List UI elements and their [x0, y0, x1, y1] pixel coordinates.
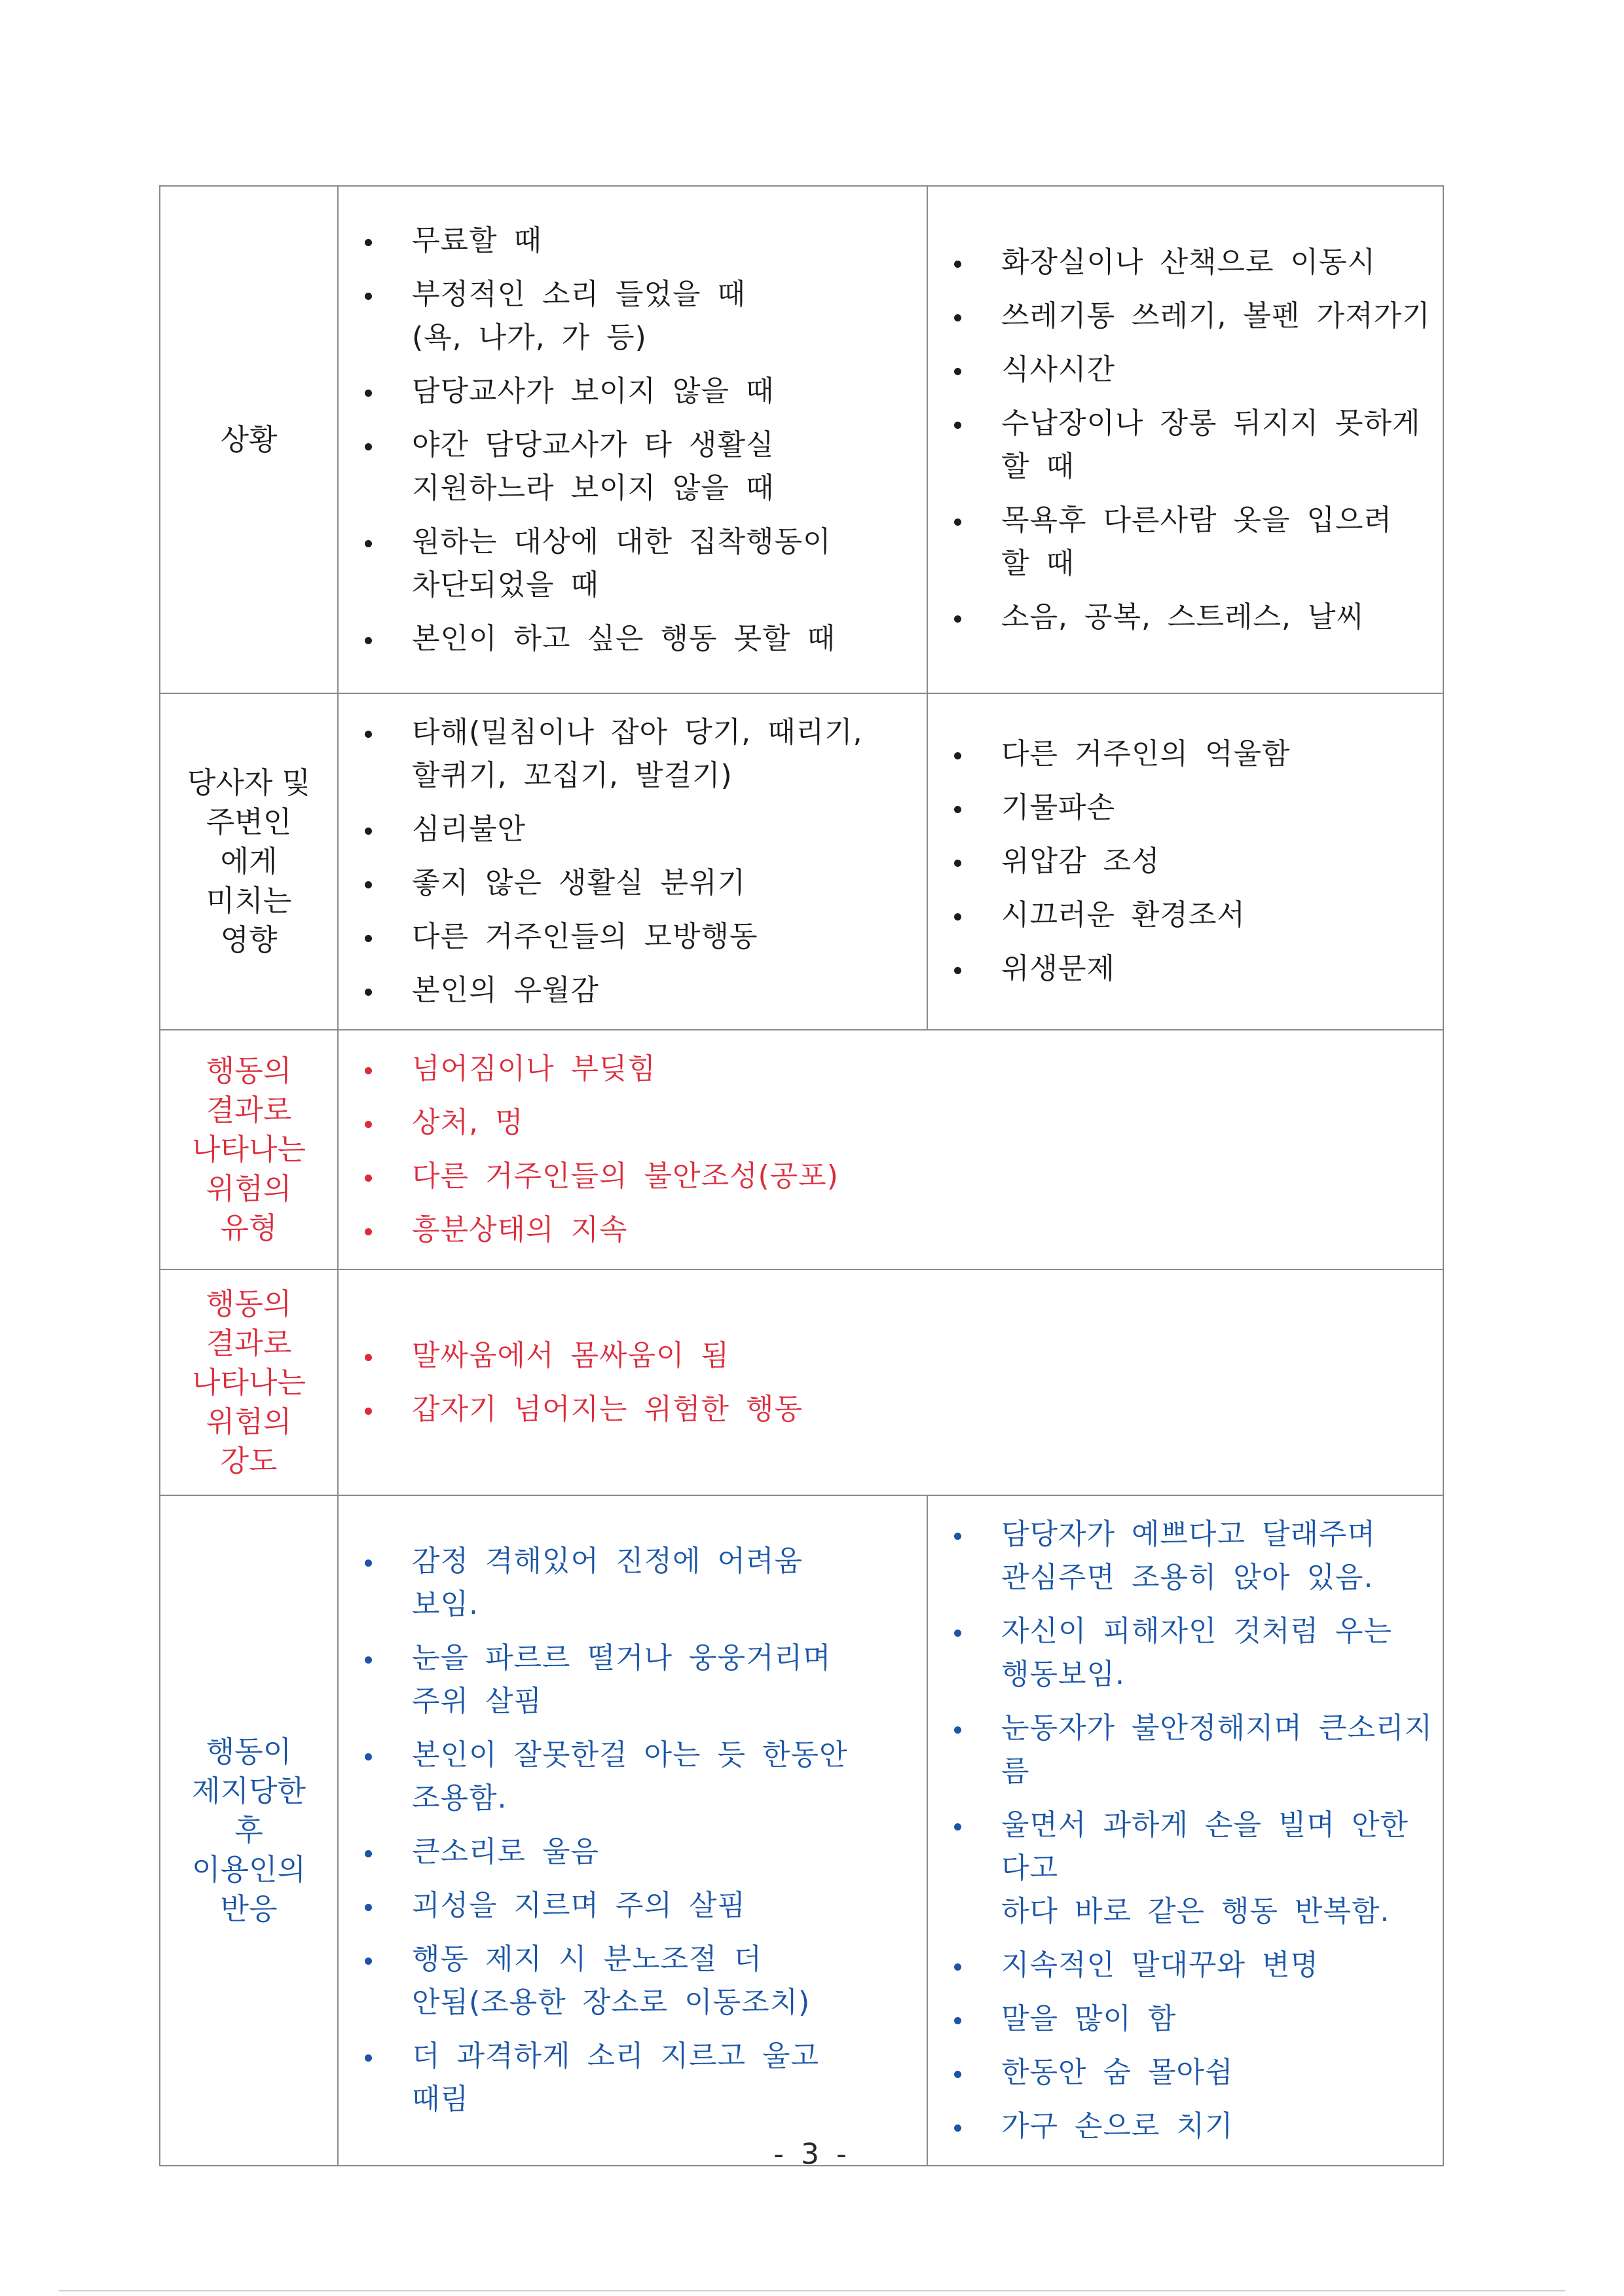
row-impact	[160, 693, 1443, 1030]
list-item: 식사시간	[937, 348, 1436, 392]
row-reaction	[160, 1495, 1443, 2166]
scan-edge-line	[59, 2290, 1565, 2291]
list-item: 큰소리로 울음	[348, 1831, 920, 1874]
label-line: 강도	[220, 1443, 278, 1478]
reaction-left-list	[348, 1540, 920, 2121]
label-line: 나타나는	[192, 1364, 306, 1400]
impact-right-cell	[927, 693, 1443, 1030]
list-item: 가구 손으로 치기	[937, 2105, 1436, 2148]
list-item: 말을 많이 함	[937, 1997, 1436, 2041]
page-number: - 3 -	[773, 2138, 851, 2171]
risk-type-cell	[338, 1030, 1443, 1269]
list-item: 말싸움에서 몸싸움이 됨	[348, 1334, 1436, 1377]
label-line: 위험의	[206, 1404, 292, 1439]
list-item: 담당자가 예쁘다고 달래주며 관심주면 조용히 앉아 있음.	[937, 1513, 1436, 1599]
list-item: 눈동자가 불안정해지며 큰소리지름	[937, 1707, 1436, 1793]
label-line: 제지당한	[192, 1774, 306, 1808]
impact-left-cell	[338, 693, 927, 1030]
list-item: 다른 거주인들의 모방행동	[348, 915, 920, 958]
list-item: 흥분상태의 지속	[348, 1209, 1436, 1252]
list-item: 더 과격하게 소리 지르고 울고 때림	[348, 2035, 920, 2121]
behavior-analysis-table	[159, 185, 1444, 2166]
label-line: 행동의	[206, 1053, 292, 1088]
list-item: 지속적인 말대꾸와 변명	[937, 1944, 1436, 1987]
list-item: 수납장이나 장롱 뒤지지 못하게 할 때	[937, 402, 1436, 488]
list-item: 본인이 잘못한걸 아는 듯 한동안 조용함.	[348, 1734, 920, 1820]
list-item: 괴성을 지르며 주의 살핌	[348, 1884, 920, 1927]
label-risk-intensity	[160, 1269, 338, 1495]
label-situation	[160, 186, 338, 693]
situation-left-cell	[338, 186, 927, 693]
list-item: 화장실이나 산책으로 이동시	[937, 241, 1436, 284]
label-line: 반응	[220, 1891, 278, 1926]
list-item: 부정적인 소리 들었을 때 (욕, 나가, 가 등)	[348, 273, 920, 359]
row-risk-intensity	[160, 1269, 1443, 1495]
list-item: 자신이 피해자인 것처럼 우는 행동보임.	[937, 1610, 1436, 1696]
label-line: 상황	[220, 422, 278, 457]
label-line: 당사자 및	[187, 765, 311, 800]
list-item: 본인이 하고 싶은 행동 못할 때	[348, 617, 920, 661]
label-line: 나타나는	[192, 1132, 306, 1167]
reaction-left-cell	[338, 1495, 927, 2166]
list-item: 행동 제지 시 분노조절 더 안됨(조용한 장소로 이동조치)	[348, 1938, 920, 2024]
list-item: 위압감 조성	[937, 840, 1436, 883]
list-item: 다른 거주인들의 불안조성(공포)	[348, 1155, 1436, 1198]
label-line: 위험의	[206, 1171, 292, 1206]
label-line: 유형	[220, 1211, 278, 1245]
row-situation	[160, 186, 1443, 693]
list-item: 한동안 숨 몰아쉼	[937, 2051, 1436, 2094]
label-line: 에게	[220, 844, 278, 879]
label-line: 행동이	[206, 1734, 292, 1769]
list-item: 시끄러운 환경조서	[937, 894, 1436, 937]
list-item: 위생문제	[937, 947, 1436, 991]
list-item: 좋지 않은 생활실 분위기	[348, 862, 920, 905]
list-item: 감정 격해있어 진정에 어려움 보임.	[348, 1540, 920, 1626]
label-impact	[160, 693, 338, 1030]
list-item: 원하는 대상에 대한 집착행동이 차단되었을 때	[348, 520, 920, 607]
risk-type-list	[348, 1048, 1436, 1252]
label-line: 후	[234, 1813, 263, 1848]
list-item: 눈을 파르르 떨거나 웅웅거리며 주위 살핌	[348, 1637, 920, 1723]
label-line: 미치는	[206, 883, 292, 918]
risk-intensity-cell	[338, 1269, 1443, 1495]
label-risk-type	[160, 1030, 338, 1269]
list-item: 담당교사가 보이지 않을 때	[348, 370, 920, 413]
label-line: 결과로	[206, 1325, 292, 1360]
list-item: 소음, 공복, 스트레스, 날씨	[937, 596, 1436, 639]
list-item: 울면서 과하게 손을 빌며 안한다고 하다 바로 같은 행동 반복함.	[937, 1804, 1436, 1933]
label-line: 영향	[220, 922, 278, 957]
row-risk-type	[160, 1030, 1443, 1269]
label-line: 이용인의	[192, 1852, 306, 1887]
reaction-right-cell	[927, 1495, 1443, 2166]
list-item: 본인의 우월감	[348, 969, 920, 1012]
impact-right-list	[937, 733, 1436, 991]
list-item: 무료할 때	[348, 219, 920, 263]
risk-intensity-list	[348, 1334, 1436, 1431]
list-item: 타해(밀침이나 잡아 당기, 때리기, 할퀴기, 꼬집기, 발걸기)	[348, 711, 920, 797]
situation-right-list	[937, 241, 1436, 639]
list-item: 심리불안	[348, 808, 920, 851]
label-line: 주변인	[206, 805, 292, 839]
list-item: 야간 담당교사가 타 생활실 지원하느라 보이지 않을 때	[348, 424, 920, 510]
situation-right-cell	[927, 186, 1443, 693]
label-line: 결과로	[206, 1093, 292, 1127]
list-item: 다른 거주인의 억울함	[937, 733, 1436, 776]
list-item: 목욕후 다른사람 옷을 입으려 할 때	[937, 499, 1436, 585]
list-item: 기물파손	[937, 786, 1436, 829]
label-line: 행동의	[206, 1286, 292, 1321]
list-item: 넘어짐이나 부딪힘	[348, 1048, 1436, 1091]
situation-left-list	[348, 219, 920, 661]
reaction-right-list	[937, 1513, 1436, 2148]
label-reaction	[160, 1495, 338, 2166]
list-item: 쓰레기통 쓰레기, 볼펜 가져가기	[937, 295, 1436, 338]
list-item: 갑자기 넘어지는 위험한 행동	[348, 1388, 1436, 1431]
impact-left-list	[348, 711, 920, 1012]
list-item: 상처, 멍	[348, 1101, 1436, 1144]
